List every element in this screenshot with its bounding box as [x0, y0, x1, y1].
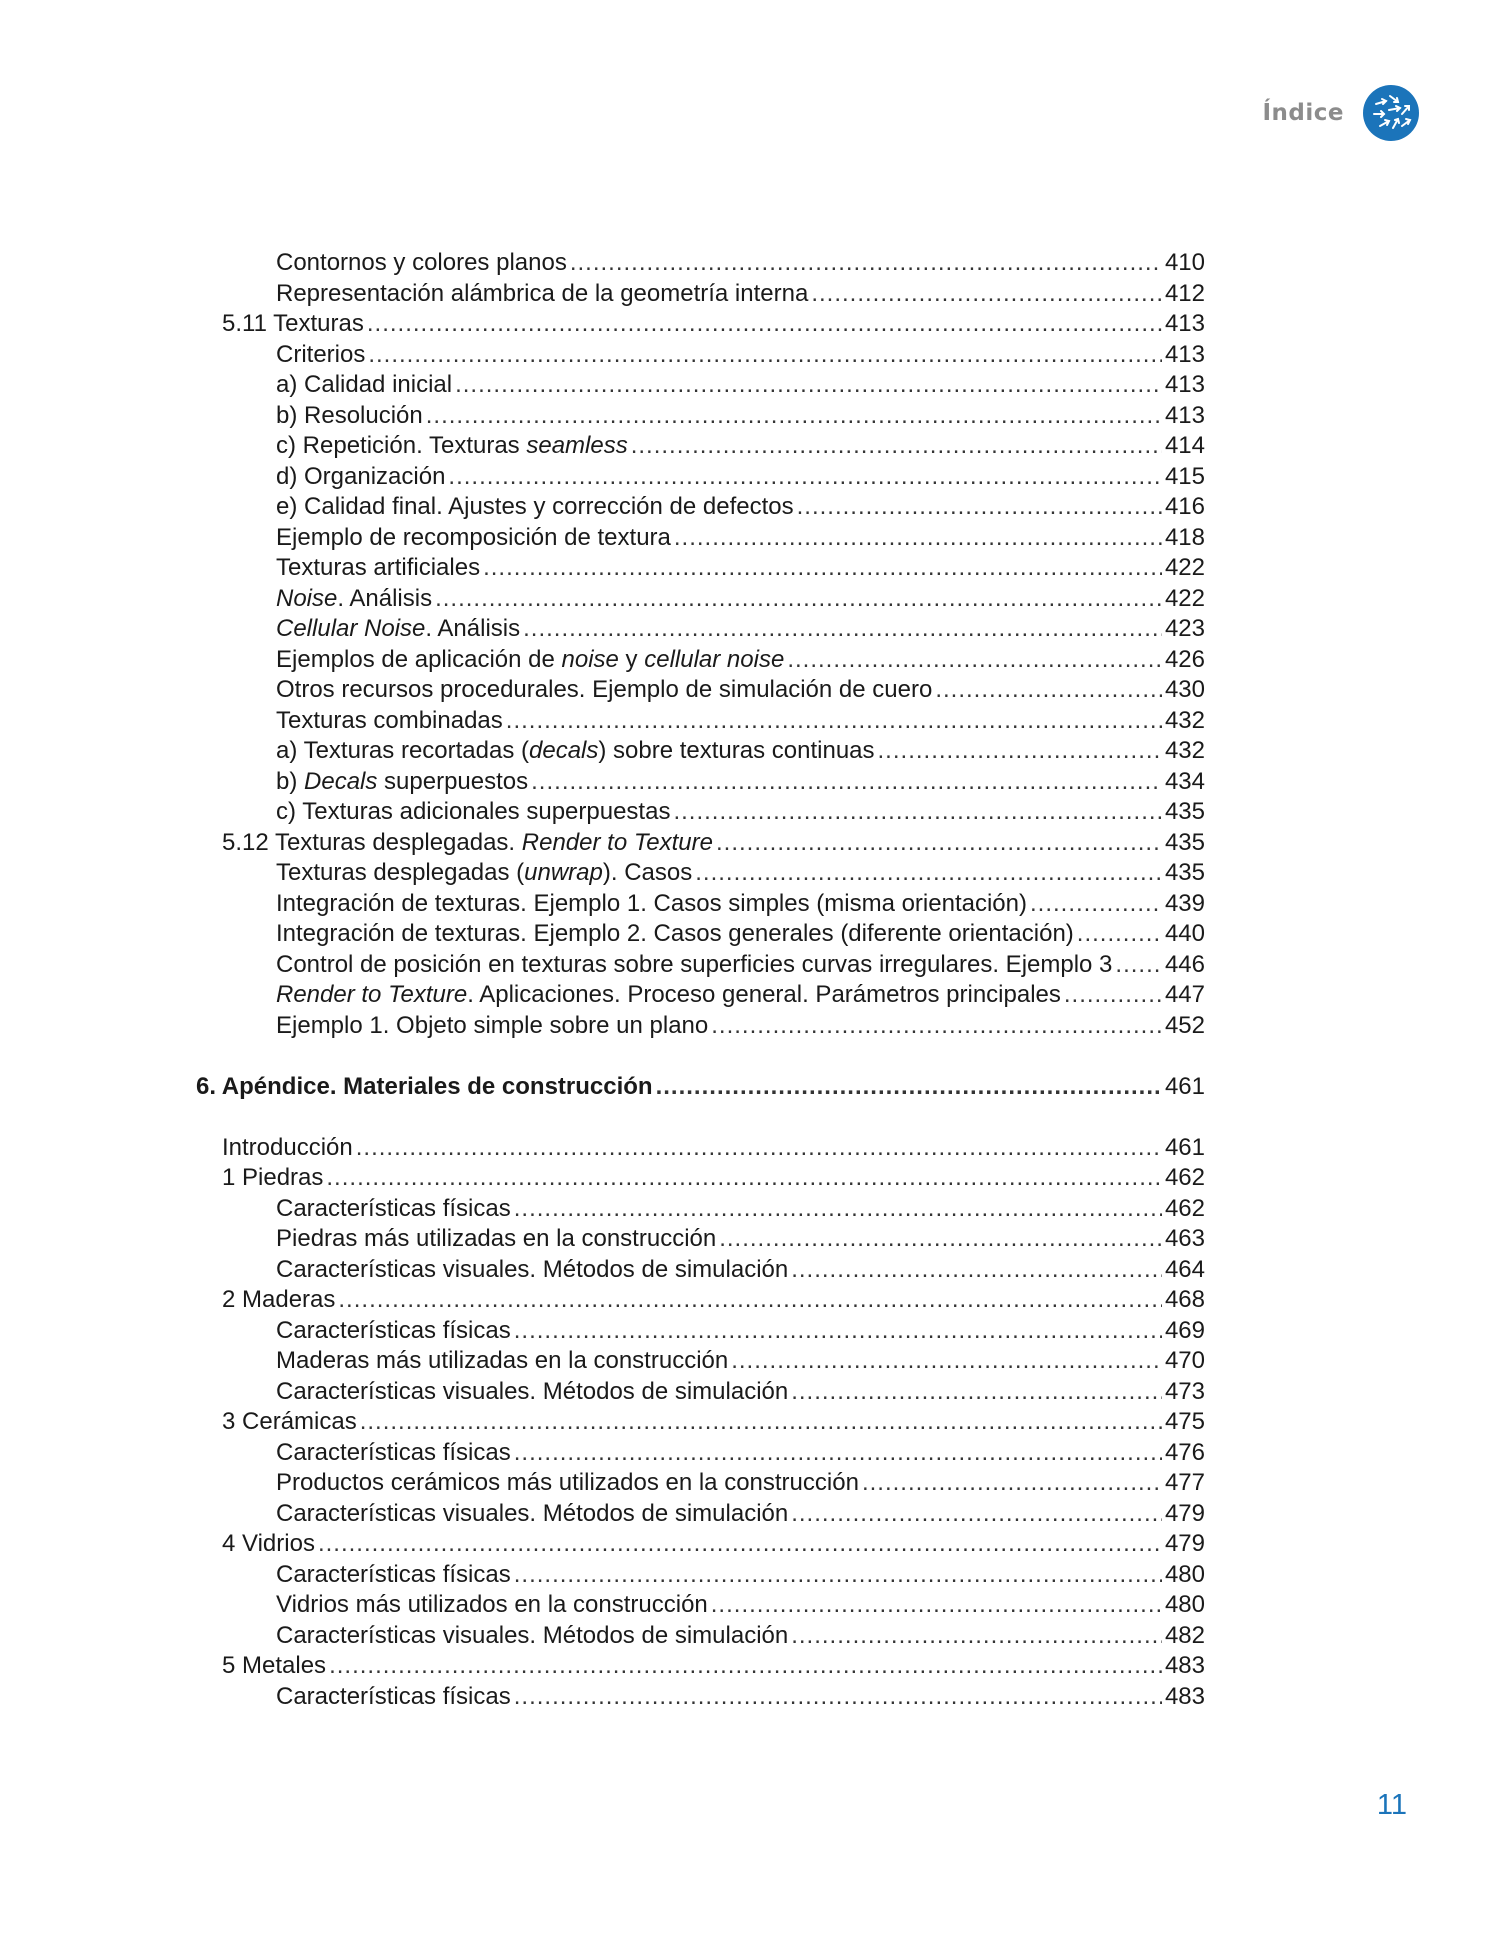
toc-page-number: 412 — [1164, 280, 1205, 307]
toc-entry-title — [276, 248, 567, 278]
dot-leader — [791, 1621, 1162, 1651]
toc-entry-title-part: Introducción — [222, 1134, 353, 1161]
toc-entry-title-part: e) Calidad final. Ajustes y corrección de defectos — [276, 493, 794, 520]
toc-entry-title — [276, 462, 445, 492]
dot-leader — [356, 1133, 1162, 1163]
dot-leader — [514, 1194, 1162, 1224]
toc-entry-title-part: decals — [529, 737, 599, 764]
toc-page-number: 430 — [1164, 676, 1205, 703]
toc-entry-title-part: Productos cerámicos más utilizados en la construcción — [276, 1469, 859, 1496]
toc-section — [222, 1529, 1205, 1559]
toc-section — [222, 1285, 1205, 1315]
toc-entry-title — [276, 797, 670, 827]
toc-entry-title-part: Vidrios más utilizados en la construcción — [276, 1591, 708, 1618]
toc-section — [222, 309, 1205, 339]
toc-entry-title — [222, 1407, 357, 1437]
toc-entry-title — [276, 1590, 708, 1620]
toc-entry-title-part: Características físicas — [276, 1317, 511, 1344]
toc-page-number: 413 — [1164, 402, 1205, 429]
toc-subsection — [276, 584, 1205, 614]
dot-leader — [631, 431, 1162, 461]
dot-leader — [435, 584, 1162, 614]
dot-leader — [514, 1438, 1162, 1468]
toc-entry-title — [222, 309, 364, 339]
toc-subsection — [276, 1377, 1205, 1407]
dot-leader — [711, 1590, 1162, 1620]
toc-section — [222, 1163, 1205, 1193]
toc-entry-title-part: Texturas desplegadas ( — [276, 859, 525, 886]
toc-entry-title-part: Ejemplos de aplicación de — [276, 646, 562, 673]
toc-chapter — [196, 1072, 1205, 1102]
dot-leader — [570, 248, 1162, 278]
toc-page-number: 432 — [1164, 707, 1205, 734]
toc-entry-title-part: cellular noise — [644, 646, 785, 673]
toc-entry-title-part: superpuestos — [377, 768, 529, 795]
toc-entry-title-part: Render to Texture — [521, 829, 713, 856]
toc-page-number: 439 — [1164, 890, 1205, 917]
dot-leader — [523, 614, 1162, 644]
toc-subsection — [276, 706, 1205, 736]
toc-page-number: 475 — [1164, 1408, 1205, 1435]
toc-entry-title — [276, 614, 520, 644]
toc-page-number: 479 — [1164, 1530, 1205, 1557]
toc-subsection — [276, 675, 1205, 705]
toc-entry-title — [222, 1651, 326, 1681]
dot-leader — [935, 675, 1162, 705]
dot-leader — [426, 401, 1162, 431]
toc-page-number: 473 — [1164, 1378, 1205, 1405]
toc-entry-title-part: noise — [561, 646, 619, 673]
toc-subsection — [276, 1194, 1205, 1224]
toc-entry-title — [276, 523, 671, 553]
dot-leader — [531, 767, 1162, 797]
toc-entry-title — [276, 584, 432, 614]
page-number: 11 — [1376, 1789, 1407, 1821]
toc-page-number: 464 — [1164, 1256, 1205, 1283]
toc-entry-title — [276, 1011, 708, 1041]
toc-entry-title — [276, 889, 1027, 919]
toc-entry-title-part: Integración de texturas. Ejemplo 2. Casos generales (diferente orientación) — [276, 920, 1074, 947]
toc-subsection — [276, 248, 1205, 278]
toc-entry-title-part: a) Texturas recortadas ( — [276, 737, 529, 764]
toc-subsection — [276, 523, 1205, 553]
toc-entry-title — [276, 1438, 511, 1468]
toc-entry-title-part: Características visuales. Métodos de simulación — [276, 1500, 789, 1527]
dot-leader — [674, 523, 1162, 553]
toc-entry-title-part: Contornos y colores planos — [276, 249, 567, 276]
toc-entry-title-part: c) Repetición. Texturas — [276, 432, 527, 459]
toc-entry-title-part: . Aplicaciones. Proceso general. Parámetros principales — [467, 981, 1061, 1008]
toc-page-number: 415 — [1164, 463, 1205, 490]
toc-entry-title-part: 6. Apéndice. Materiales de construcción — [196, 1073, 653, 1100]
toc-subsection — [276, 614, 1205, 644]
dot-leader — [791, 1499, 1162, 1529]
toc-entry-title-part: . Análisis — [425, 615, 521, 642]
dot-leader — [1030, 889, 1162, 919]
toc-entry-title-part: Representación alámbrica de la geometría interna — [276, 280, 809, 307]
toc-entry-title — [196, 1072, 653, 1102]
toc-page-number: 435 — [1164, 859, 1205, 886]
toc-entry-title-part: seamless — [526, 432, 628, 459]
toc-page-number: 462 — [1164, 1164, 1205, 1191]
toc-entry-title — [276, 431, 628, 461]
toc-subsection — [276, 1560, 1205, 1590]
dot-leader — [656, 1072, 1162, 1102]
toc-subsection — [276, 736, 1205, 766]
dot-leader — [791, 1377, 1162, 1407]
toc-entry-title-part: Características físicas — [276, 1195, 511, 1222]
toc-page-number: 416 — [1164, 493, 1205, 520]
dot-leader — [455, 370, 1162, 400]
toc-entry-title-part: Texturas artificiales — [276, 554, 481, 581]
toc-entry-title — [276, 279, 808, 309]
toc-subsection — [276, 340, 1205, 370]
toc-subsection — [276, 1682, 1205, 1712]
toc-subsection — [276, 980, 1205, 1010]
dot-leader — [360, 1407, 1162, 1437]
toc-entry-title — [276, 767, 528, 797]
toc-page-number: 418 — [1164, 524, 1205, 551]
toc-entry-title-part: Piedras más utilizadas en la construcción — [276, 1225, 717, 1252]
toc-entry-title-part: Noise — [276, 585, 338, 612]
toc-subsection — [276, 797, 1205, 827]
toc-entry-title — [276, 340, 365, 370]
toc-entry-title-part: unwrap — [524, 859, 603, 886]
toc-entry-title — [276, 1194, 511, 1224]
toc-entry-title — [276, 1621, 788, 1651]
dot-leader — [483, 553, 1162, 583]
dot-leader — [1077, 919, 1162, 949]
toc-entry-title — [222, 1163, 323, 1193]
toc-entry-title-part: Ejemplo de recomposición de textura — [276, 524, 671, 551]
toc-entry-title-part: 2 Maderas — [222, 1286, 336, 1313]
dot-leader — [448, 462, 1162, 492]
toc-entry-title-part: Integración de texturas. Ejemplo 1. Casos simples (misma orientación) — [276, 890, 1027, 917]
toc-page-number: 426 — [1164, 646, 1205, 673]
toc-entry-title-part: Control de posición en texturas sobre superficies curvas irregulares. Ejemplo 3 — [276, 951, 1113, 978]
dot-leader — [514, 1682, 1162, 1712]
toc-page-number: 476 — [1164, 1439, 1205, 1466]
toc-entry-title — [222, 828, 713, 858]
toc-entry-title — [276, 1560, 511, 1590]
toc-entry-title — [276, 706, 503, 736]
toc-subsection — [276, 1224, 1205, 1254]
toc-subsection — [276, 431, 1205, 461]
dot-leader — [862, 1468, 1162, 1498]
toc-entry-title-part: ). Casos — [602, 859, 693, 886]
toc-section — [222, 1133, 1205, 1163]
toc-page-number: 480 — [1164, 1591, 1205, 1618]
toc-subsection — [276, 1590, 1205, 1620]
toc-page-number: 435 — [1164, 798, 1205, 825]
toc-page-number: 413 — [1164, 310, 1205, 337]
toc-subsection — [276, 462, 1205, 492]
toc-entry-title-part: Cellular Noise — [276, 615, 426, 642]
toc-subsection — [276, 1468, 1205, 1498]
toc-entry-title-part: Render to Texture — [276, 981, 468, 1008]
toc-entry-title-part: Características visuales. Métodos de simulación — [276, 1378, 789, 1405]
toc-entry-title — [222, 1529, 315, 1559]
toc-entry-title — [276, 950, 1112, 980]
toc-page-number: 480 — [1164, 1561, 1205, 1588]
toc-page-number: 461 — [1164, 1073, 1205, 1100]
toc-section — [222, 828, 1205, 858]
dot-leader — [326, 1163, 1162, 1193]
dot-leader — [506, 706, 1162, 736]
toc-entry-title-part: Texturas combinadas — [276, 707, 503, 734]
toc-entry-title — [276, 1316, 511, 1346]
toc-subsection — [276, 1011, 1205, 1041]
toc-entry-title — [276, 980, 1061, 1010]
toc-entry-title-part: Criterios — [276, 341, 366, 368]
toc-entry-title-part: Maderas más utilizadas en la construcción — [276, 1347, 729, 1374]
toc-subsection — [276, 1255, 1205, 1285]
toc-subsection — [276, 1346, 1205, 1376]
toc-page-number: 440 — [1164, 920, 1205, 947]
dot-leader — [514, 1560, 1162, 1590]
toc-entry-title — [276, 858, 692, 888]
dot-leader — [711, 1011, 1162, 1041]
dot-leader — [368, 340, 1162, 370]
toc-page-number: 422 — [1164, 585, 1205, 612]
dot-leader — [878, 736, 1162, 766]
toc-entry-title-part: Otros recursos procedurales. Ejemplo de simulación de cuero — [276, 676, 933, 703]
dot-leader — [367, 309, 1162, 339]
toc-entry-title-part: 4 Vidrios — [222, 1530, 315, 1557]
toc-page-number: 414 — [1164, 432, 1205, 459]
toc-entry-title — [276, 1377, 788, 1407]
dot-leader — [797, 492, 1162, 522]
toc-page-number: 482 — [1164, 1622, 1205, 1649]
dot-leader — [514, 1316, 1162, 1346]
toc-entry-title-part: 5 Metales — [222, 1652, 327, 1679]
dot-leader — [811, 279, 1162, 309]
toc-entry-title — [276, 1346, 728, 1376]
toc-subsection — [276, 492, 1205, 522]
toc-entry-title — [276, 553, 480, 583]
toc-entry-title — [276, 401, 423, 431]
dot-leader — [695, 858, 1162, 888]
page-header — [1262, 84, 1420, 142]
toc-entry-title-part: a) Calidad inicial — [276, 371, 453, 398]
toc-subsection — [276, 279, 1205, 309]
dot-leader — [787, 645, 1162, 675]
toc-page-number: 432 — [1164, 737, 1205, 764]
dot-leader — [719, 1224, 1162, 1254]
toc-subsection — [276, 1438, 1205, 1468]
dot-leader — [1064, 980, 1162, 1010]
toc-subsection — [276, 1499, 1205, 1529]
toc-entry-title-part: 1 Piedras — [222, 1164, 324, 1191]
toc-page-number: 479 — [1164, 1500, 1205, 1527]
toc-page-number: 477 — [1164, 1469, 1205, 1496]
toc-entry-title — [276, 1255, 788, 1285]
toc-entry-title-part: Características físicas — [276, 1683, 511, 1710]
header-word: Índice — [1262, 100, 1344, 126]
toc-entry-title — [276, 675, 932, 705]
toc-subsection — [276, 767, 1205, 797]
toc-page-number: 413 — [1164, 341, 1205, 368]
toc-entry-title — [276, 645, 784, 675]
toc-entry-title-part: Características visuales. Métodos de simulación — [276, 1622, 789, 1649]
toc-page-number: 452 — [1164, 1012, 1205, 1039]
toc-entry-title-part: b) — [276, 768, 305, 795]
dot-leader — [329, 1651, 1162, 1681]
toc-page-number: 463 — [1164, 1225, 1205, 1252]
toc-page-number: 422 — [1164, 554, 1205, 581]
toc-page-number: 470 — [1164, 1347, 1205, 1374]
toc-page-number: 469 — [1164, 1317, 1205, 1344]
toc-subsection — [276, 553, 1205, 583]
toc-entry-title — [222, 1133, 353, 1163]
toc-subsection — [276, 1621, 1205, 1651]
toc-entry-title-part: 3 Cerámicas — [222, 1408, 357, 1435]
toc-entry-title-part: 5.12 Texturas desplegadas. — [222, 829, 522, 856]
toc-page-number: 483 — [1164, 1683, 1205, 1710]
toc-entry-title-part: c) Texturas adicionales superpuestas — [276, 798, 671, 825]
toc-page-number: 434 — [1164, 768, 1205, 795]
dot-leader — [791, 1255, 1162, 1285]
toc-page-number: 461 — [1164, 1134, 1205, 1161]
toc-subsection — [276, 919, 1205, 949]
toc-entry-title — [276, 370, 452, 400]
toc-entry-title — [276, 492, 794, 522]
toc-page-number: 446 — [1164, 951, 1205, 978]
toc-entry-title — [276, 1682, 511, 1712]
toc-subsection — [276, 401, 1205, 431]
toc-page-number: 462 — [1164, 1195, 1205, 1222]
toc-entry-title — [276, 919, 1074, 949]
toc-page-number: 435 — [1164, 829, 1205, 856]
toc-subsection — [276, 889, 1205, 919]
toc-entry-title-part: y — [618, 646, 645, 673]
dot-leader — [731, 1346, 1162, 1376]
toc-page-number: 410 — [1164, 249, 1205, 276]
toc-entry-title-part: Decals — [304, 768, 378, 795]
toc-entry-title-part: Características físicas — [276, 1561, 511, 1588]
dot-leader — [716, 828, 1162, 858]
dot-leader — [673, 797, 1162, 827]
toc-entry-title-part: 5.11 Texturas — [222, 310, 364, 337]
toc-subsection — [276, 858, 1205, 888]
toc-entry-title — [222, 1285, 335, 1315]
toc-entry-title-part: Características visuales. Métodos de simulación — [276, 1256, 789, 1283]
dot-leader — [318, 1529, 1162, 1559]
toc-entry-title-part: Ejemplo 1. Objeto simple sobre un plano — [276, 1012, 709, 1039]
toc-subsection — [276, 950, 1205, 980]
toc-subsection — [276, 1316, 1205, 1346]
toc-page-number: 447 — [1164, 981, 1205, 1008]
dot-leader — [338, 1285, 1162, 1315]
toc-entry-title — [276, 1499, 788, 1529]
dot-leader — [1115, 950, 1162, 980]
toc-entry-title — [276, 1224, 716, 1254]
arrows-circle-icon — [1362, 84, 1420, 142]
toc-entry-title-part: . Análisis — [337, 585, 433, 612]
toc-entry-title — [276, 1468, 859, 1498]
toc-entry-title-part: Características físicas — [276, 1439, 511, 1466]
toc-entry-title-part: b) Resolución — [276, 402, 423, 429]
toc-section — [222, 1651, 1205, 1681]
toc-section — [222, 1407, 1205, 1437]
toc-page-number: 423 — [1164, 615, 1205, 642]
toc-subsection — [276, 370, 1205, 400]
toc-entry-title — [276, 736, 875, 766]
toc-entry-title-part: d) Organización — [276, 463, 446, 490]
toc-entry-title-part: ) sobre texturas continuas — [598, 737, 875, 764]
toc-subsection — [276, 645, 1205, 675]
toc-page-number: 413 — [1164, 371, 1205, 398]
toc-page-number: 483 — [1164, 1652, 1205, 1679]
toc-page-number: 468 — [1164, 1286, 1205, 1313]
